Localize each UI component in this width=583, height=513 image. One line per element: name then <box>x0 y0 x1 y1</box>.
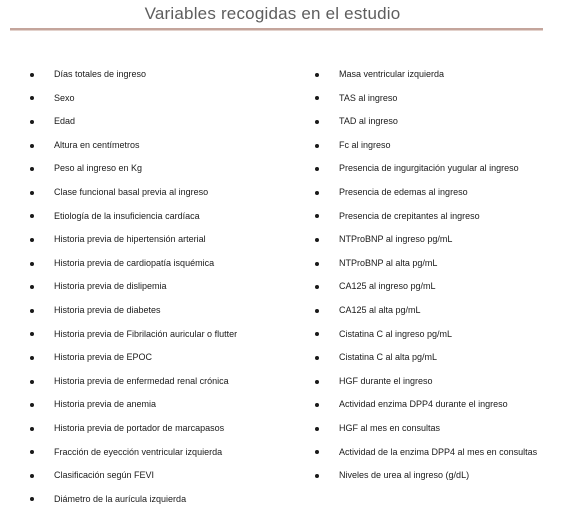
bullet-icon <box>315 191 319 195</box>
right-variable-item-label: TAD al ingreso <box>339 116 398 127</box>
bullet-icon <box>30 474 34 478</box>
bullet-icon <box>30 167 34 171</box>
bullet-icon <box>30 450 34 454</box>
right-variable-item <box>315 346 580 370</box>
left-variable-item <box>30 134 300 158</box>
bullet-icon <box>315 214 319 218</box>
left-variable-item <box>30 205 300 229</box>
left-variable-item <box>30 370 300 394</box>
left-variable-item-label: Historia previa de diabetes <box>54 304 161 315</box>
bullet-icon <box>30 497 34 501</box>
right-variable-item <box>315 228 580 252</box>
right-variable-item <box>315 134 580 158</box>
left-variable-item <box>30 323 300 347</box>
right-variable-item-label: CA125 al ingreso pg/mL <box>339 281 436 292</box>
right-variable-item <box>315 63 580 87</box>
bullet-icon <box>315 450 319 454</box>
left-variable-item-label: Sexo <box>54 92 75 103</box>
bullet-icon <box>315 73 319 77</box>
left-variable-item-label: Edad <box>54 116 76 127</box>
right-variable-item-label: CA125 al alta pg/mL <box>339 304 421 315</box>
left-variable-item <box>30 299 300 323</box>
bullet-icon <box>30 262 34 266</box>
bullet-icon <box>30 380 34 384</box>
left-variable-item <box>30 181 300 205</box>
right-variable-item-label: Actividad de la enzima DPP4 al mes en consultas <box>339 446 538 457</box>
left-variable-item-label: Días totales de ingreso <box>54 69 147 79</box>
bullet-icon <box>30 191 34 195</box>
right-variable-item-label: Niveles de urea al ingreso (g/dL) <box>339 470 470 481</box>
right-variable-item-label: NTProBNP al alta pg/mL <box>339 257 438 268</box>
left-variable-item-label: Etiología de la insuficiencia cardíaca <box>54 210 200 221</box>
bullet-icon <box>315 167 319 171</box>
bullet-icon <box>30 96 34 100</box>
left-variable-item-label: Historia previa de hipertensión arterial <box>54 234 206 245</box>
left-variable-item-label: Altura en centímetros <box>54 139 140 150</box>
bullet-icon <box>30 403 34 407</box>
right-variable-item <box>315 299 580 323</box>
right-variable-item-label: TAS al ingreso <box>339 92 398 103</box>
right-variable-item <box>315 157 580 181</box>
left-variable-item <box>30 157 300 181</box>
left-variable-item-label: Historia previa de dislipemia <box>54 281 167 292</box>
bullet-icon <box>315 262 319 266</box>
bullet-icon <box>315 332 319 336</box>
right-variable-item <box>315 181 580 205</box>
left-variable-item <box>30 252 300 276</box>
bullet-icon <box>30 144 34 148</box>
bullet-icon <box>315 427 319 431</box>
right-variable-item <box>315 323 580 347</box>
left-variable-item <box>30 488 300 512</box>
left-variable-item <box>30 110 300 134</box>
bullet-icon <box>30 285 34 289</box>
left-variable-item <box>30 87 300 111</box>
right-variable-item-label: Cistatina C al ingreso pg/mL <box>339 328 453 339</box>
right-variable-list <box>315 63 580 488</box>
right-variable-item-label: Presencia de crepitantes al ingreso <box>339 210 480 221</box>
left-variable-item <box>30 228 300 252</box>
bullet-icon <box>315 309 319 313</box>
bullet-icon <box>315 285 319 289</box>
bullet-icon <box>30 356 34 360</box>
right-variable-item-label: NTProBNP al ingreso pg/mL <box>339 234 453 245</box>
bullet-icon <box>30 214 34 218</box>
left-variable-item-label: Historia previa de EPOC <box>54 352 153 363</box>
left-variable-item-label: Diámetro de la aurícula izquierda <box>54 493 187 504</box>
bullet-icon <box>30 120 34 124</box>
bullet-icon <box>30 309 34 313</box>
title-divider <box>10 28 543 31</box>
left-variable-item <box>30 441 300 465</box>
left-variable-item-label: Fracción de eyección ventricular izquierda <box>54 446 223 457</box>
bullet-icon <box>315 380 319 384</box>
page-title: Variables recogidas en el estudio <box>144 4 401 23</box>
right-variable-item <box>315 110 580 134</box>
right-variable-item-label: Actividad enzima DPP4 durante el ingreso <box>339 399 508 410</box>
left-variable-item-label: Clasificación según FEVI <box>54 470 155 481</box>
right-variable-item <box>315 464 580 488</box>
left-variable-item-label: Historia previa de anemia <box>54 399 157 410</box>
left-variable-item-label: Clase funcional basal previa al ingreso <box>54 186 209 197</box>
right-variable-item-label: Cistatina C al alta pg/mL <box>339 352 438 363</box>
bullet-icon <box>30 73 34 77</box>
left-variable-item-label: Historia previa de Fibrilación auricular o flutter <box>54 328 238 339</box>
right-variable-item <box>315 370 580 394</box>
bullet-icon <box>315 238 319 242</box>
right-variable-item <box>315 252 580 276</box>
bullet-icon <box>315 144 319 148</box>
left-variable-item <box>30 464 300 488</box>
right-variable-item <box>315 417 580 441</box>
right-variable-item-label: Presencia de edemas al ingreso <box>339 186 468 197</box>
left-variable-item <box>30 346 300 370</box>
right-variable-item-label: HGF al mes en consultas <box>339 422 441 433</box>
right-variable-item-label: Fc al ingreso <box>339 139 391 150</box>
bullet-icon <box>30 332 34 336</box>
left-variable-item-label: Historia previa de enfermedad renal crónica <box>54 375 229 386</box>
right-variable-item-label: HGF durante el ingreso <box>339 375 433 386</box>
right-variable-item <box>315 87 580 111</box>
right-variable-item-label: Presencia de ingurgitación yugular al ingreso <box>339 163 519 174</box>
right-variable-item <box>315 275 580 299</box>
left-variable-item <box>30 275 300 299</box>
bullet-icon <box>315 474 319 478</box>
bullet-icon <box>315 120 319 124</box>
left-variable-item <box>30 393 300 417</box>
bullet-icon <box>315 96 319 100</box>
left-variable-item <box>30 63 300 87</box>
right-variable-item <box>315 393 580 417</box>
left-variable-item-label: Historia previa de cardiopatía isquémica <box>54 257 215 268</box>
right-variable-item-label: Masa ventricular izquierda <box>339 69 445 79</box>
bullet-icon <box>315 356 319 360</box>
left-variable-item <box>30 417 300 441</box>
left-variable-item-label: Historia previa de portador de marcapasos <box>54 422 225 433</box>
right-variable-item <box>315 205 580 229</box>
right-variable-item <box>315 441 580 465</box>
bullet-icon <box>30 238 34 242</box>
bullet-icon <box>30 427 34 431</box>
bullet-icon <box>315 403 319 407</box>
left-variable-list <box>30 63 300 511</box>
left-variable-item-label: Peso al ingreso en Kg <box>54 163 143 174</box>
